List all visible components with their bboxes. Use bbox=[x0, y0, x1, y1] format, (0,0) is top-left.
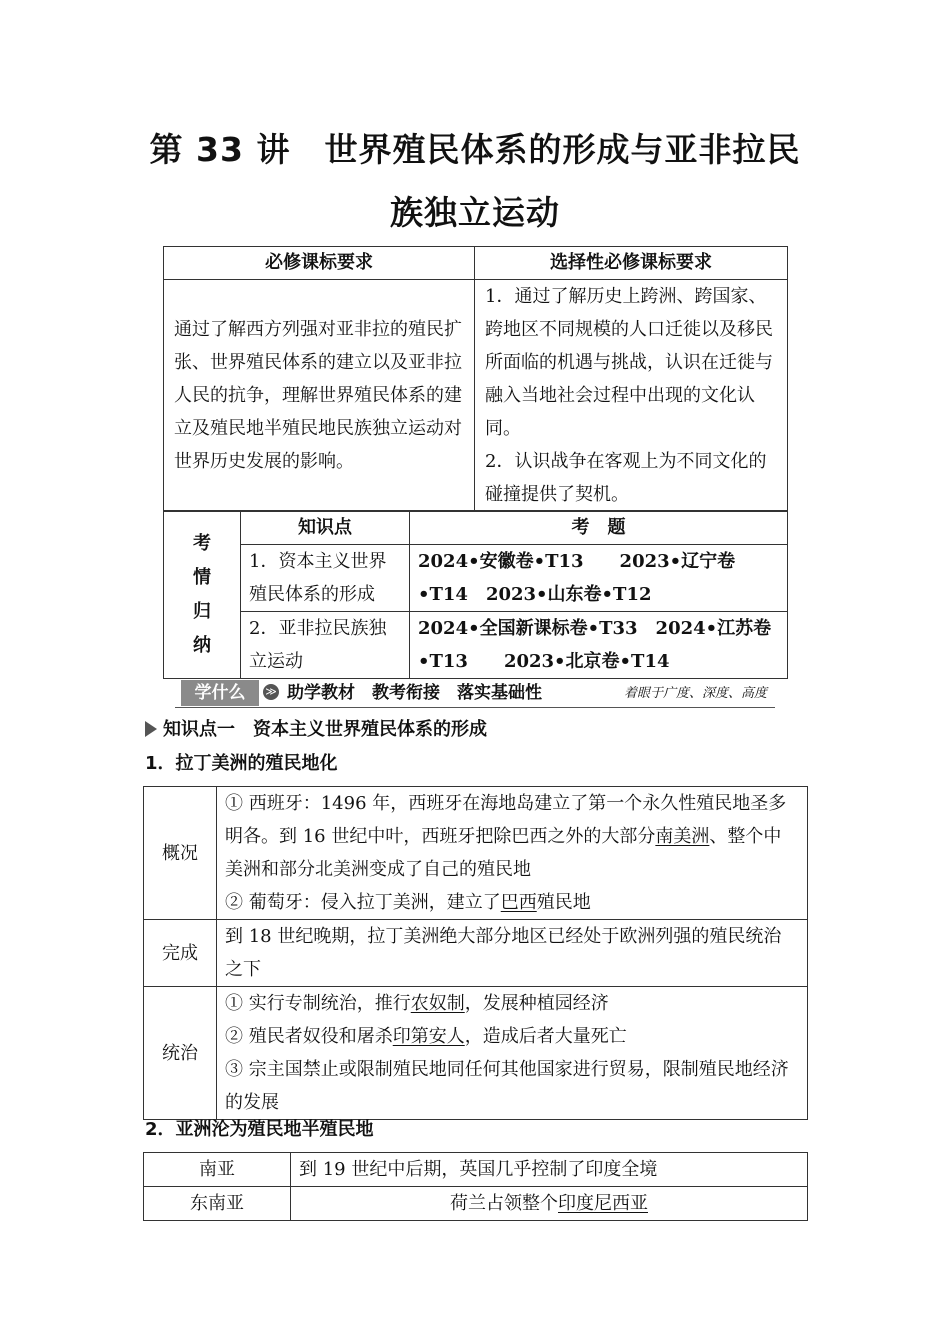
subheading-asia: 2．亚洲沦为殖民地半殖民地 bbox=[145, 1119, 374, 1140]
complete-content: 到 18 世纪晚期，拉丁美洲绝大部分地区已经处于欧洲列强的殖民统治之下 bbox=[217, 920, 808, 987]
asia-colonization-table bbox=[143, 1152, 808, 1221]
subheading-latin-america: 1．拉丁美洲的殖民地化 bbox=[145, 753, 338, 774]
banner-divider bbox=[175, 707, 775, 708]
latin-america-table bbox=[143, 786, 808, 1120]
elective-standards-cell bbox=[475, 280, 788, 512]
banner-tag: 学什么 bbox=[181, 680, 259, 706]
knowledge-point-header: 知识点 bbox=[241, 511, 410, 545]
exam-questions: 2024•全国新课标卷•T33 2024•江苏卷•T13 2023•北京卷•T14 bbox=[410, 612, 788, 679]
knowledge-point-heading: 知识点一 资本主义世界殖民体系的形成 bbox=[145, 716, 487, 744]
elective-standards-header: 选择性必修课标要求 bbox=[475, 247, 788, 280]
required-standards-text: 通过了解西方列强对亚非拉的殖民扩张、世界殖民体系的建立以及亚非拉人民的抗争，理解世界殖民体系的建立及殖民地半殖民地民族独立运动对世界历史发展的影响。 bbox=[164, 280, 475, 512]
double-chevron-icon: ≫ bbox=[263, 684, 279, 700]
exam-summary-table bbox=[163, 510, 788, 679]
triangle-marker-icon bbox=[145, 721, 157, 737]
rule-content: ① 实行专制统治，推行农奴制，发展种植园经济 ② 殖民者奴役和屠杀印第安人，造成后者大量死亡 ③ 宗主国禁止或限制殖民地同任何其他国家进行贸易，限制殖民地经济的发展 bbox=[217, 987, 808, 1120]
exam-questions: 2024•安徽卷•T13 2023•辽宁卷•T14 2023•山东卷•T12 bbox=[410, 545, 788, 612]
south-asia-content: 到 19 世纪中后期，英国几乎控制了印度全境 bbox=[291, 1153, 808, 1187]
exam-questions-header: 考 题 bbox=[410, 511, 788, 545]
elective-standard-item-1: 1．通过了解历史上跨洲、跨国家、跨地区不同规模的人口迁徙以及移民所面临的机遇与挑战，认识在迁徙与融入当地社会过程中出现的文化认同。 bbox=[485, 286, 773, 439]
knowledge-point: 1．资本主义世界殖民体系的形成 bbox=[241, 545, 410, 612]
elective-standard-item-2: 2．认识战争在客观上为不同文化的碰撞提供了契机。 bbox=[485, 451, 767, 505]
page-title-line1: 第 33 讲 世界殖民体系的形成与亚非拉民 bbox=[149, 130, 801, 169]
row-label-south-asia: 南亚 bbox=[144, 1153, 291, 1187]
row-label-southeast-asia: 东南亚 bbox=[144, 1187, 291, 1221]
southeast-asia-content: 荷兰占领整个印度尼西亚 bbox=[291, 1187, 808, 1221]
row-label-overview: 概况 bbox=[144, 787, 217, 920]
knowledge-point: 2．亚非拉民族独立运动 bbox=[241, 612, 410, 679]
overview-content: ① 西班牙：1496 年，西班牙在海地岛建立了第一个永久性殖民地圣多明各。到 16 世纪中叶，西班牙把除巴西之外的大部分南美洲、整个中美洲和部分北美洲变成了自己的殖民地 ② 葡萄牙：侵入拉丁美洲，建立了巴西殖民地 bbox=[217, 787, 808, 920]
exam-summary-label: 考 情 归 纳 bbox=[164, 511, 241, 679]
banner-text: 助学教材 教考衔接 落实基础性 bbox=[287, 683, 542, 703]
page-title-line2: 族独立运动 bbox=[390, 193, 560, 232]
section-banner bbox=[175, 680, 775, 708]
row-label-rule: 统治 bbox=[144, 987, 217, 1120]
curriculum-requirements-table bbox=[163, 246, 788, 512]
row-label-complete: 完成 bbox=[144, 920, 217, 987]
required-standards-header: 必修课标要求 bbox=[164, 247, 475, 280]
banner-side-note: 着眼于广度、深度、高度 bbox=[623, 686, 767, 701]
